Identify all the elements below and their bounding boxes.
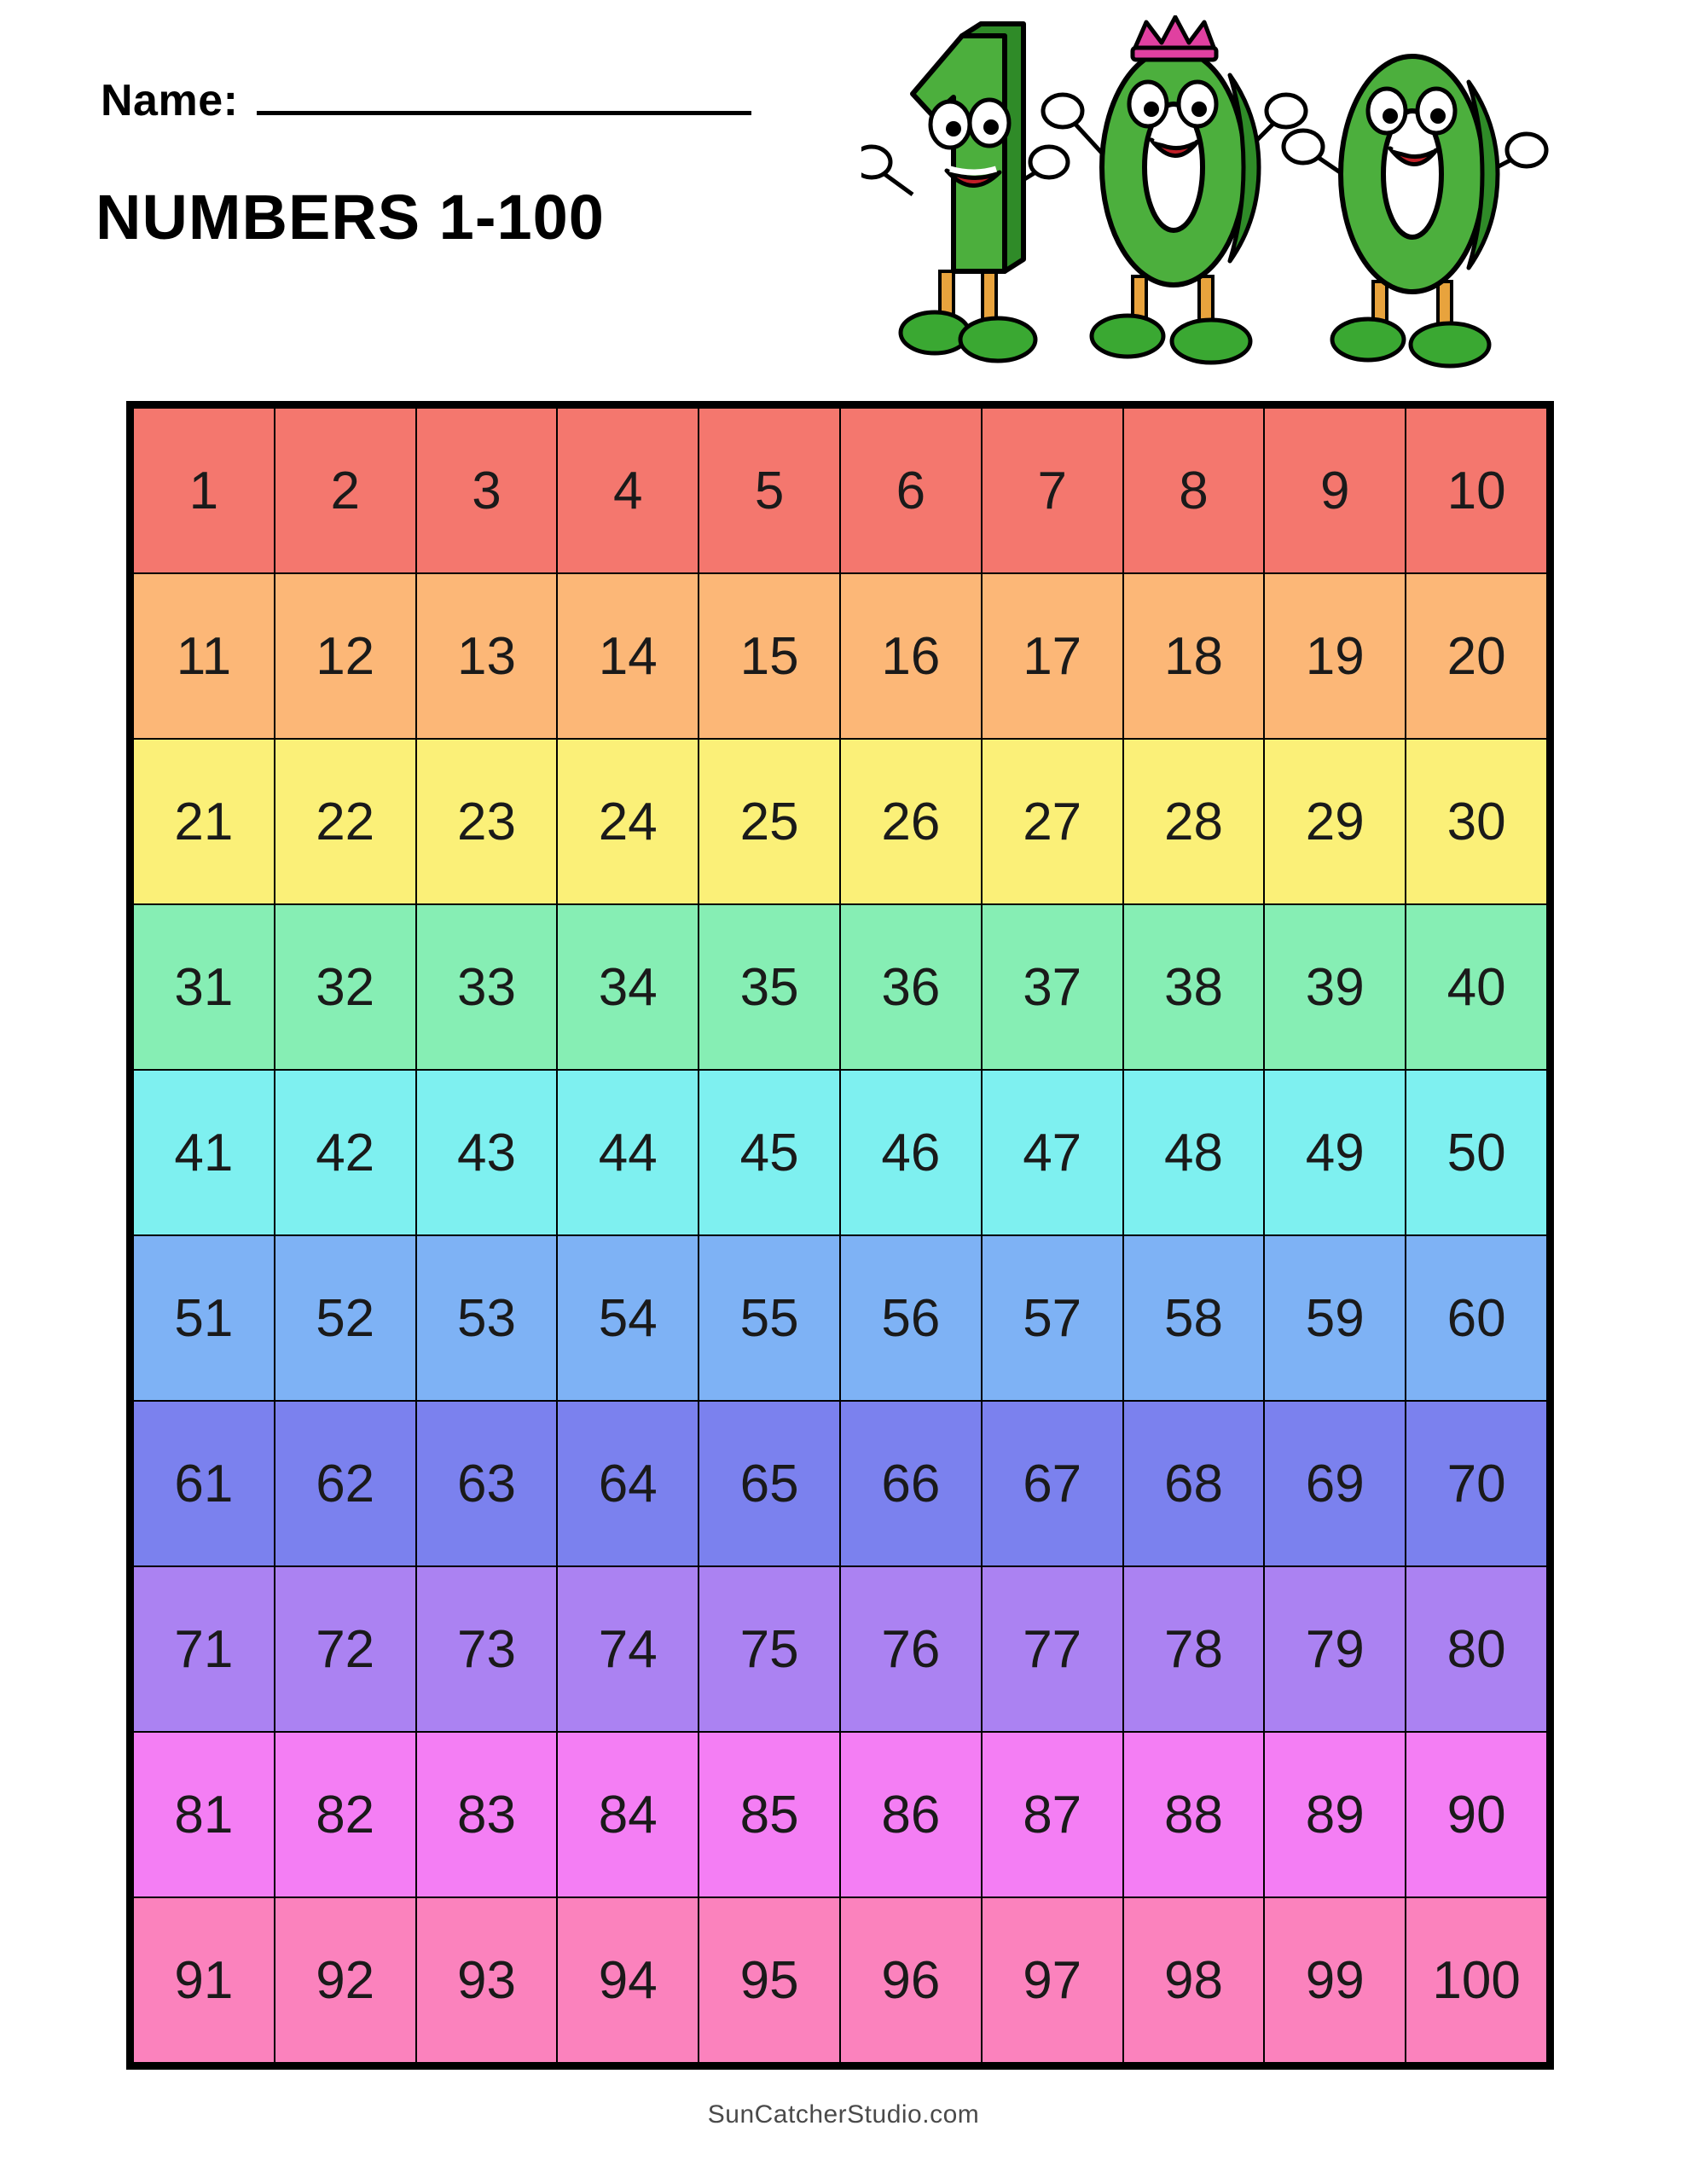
- table-row: [133, 408, 1547, 573]
- number-cell[interactable]: 26: [840, 739, 982, 904]
- number-cell[interactable]: 78: [1123, 1566, 1265, 1732]
- number-cell[interactable]: 49: [1264, 1070, 1406, 1235]
- number-cell[interactable]: 52: [275, 1235, 416, 1401]
- number-cell[interactable]: 40: [1406, 904, 1547, 1070]
- number-cell[interactable]: 31: [133, 904, 275, 1070]
- number-cell[interactable]: 68: [1123, 1401, 1265, 1566]
- number-cell[interactable]: 87: [982, 1732, 1123, 1897]
- table-row: [133, 1401, 1547, 1566]
- number-cell[interactable]: 80: [1406, 1566, 1547, 1732]
- number-cell[interactable]: 50: [1406, 1070, 1547, 1235]
- table-row: [133, 739, 1547, 904]
- number-cell[interactable]: 64: [557, 1401, 699, 1566]
- number-cell[interactable]: 37: [982, 904, 1123, 1070]
- table-row: [133, 1897, 1547, 2063]
- table-row: [133, 904, 1547, 1070]
- number-cell[interactable]: 8: [1123, 408, 1265, 573]
- number-cell[interactable]: 51: [133, 1235, 275, 1401]
- number-cell[interactable]: 3: [416, 408, 558, 573]
- number-cell[interactable]: 77: [982, 1566, 1123, 1732]
- number-cell[interactable]: 4: [557, 408, 699, 573]
- number-cell[interactable]: 83: [416, 1732, 558, 1897]
- table-row: [133, 1235, 1547, 1401]
- number-cell[interactable]: 7: [982, 408, 1123, 573]
- number-cell[interactable]: 70: [1406, 1401, 1547, 1566]
- number-cell[interactable]: 98: [1123, 1897, 1265, 2063]
- number-cell[interactable]: 46: [840, 1070, 982, 1235]
- number-cell[interactable]: 90: [1406, 1732, 1547, 1897]
- number-cell[interactable]: 33: [416, 904, 558, 1070]
- number-cell[interactable]: 12: [275, 573, 416, 739]
- number-cell[interactable]: 84: [557, 1732, 699, 1897]
- number-cell[interactable]: 96: [840, 1897, 982, 2063]
- number-cell[interactable]: 89: [1264, 1732, 1406, 1897]
- number-cell[interactable]: 69: [1264, 1401, 1406, 1566]
- name-label: Name:: [101, 76, 239, 125]
- number-cell[interactable]: 97: [982, 1897, 1123, 2063]
- number-cell[interactable]: 92: [275, 1897, 416, 2063]
- footer-credit: SunCatcherStudio.com: [707, 2100, 980, 2129]
- table-row: [133, 573, 1547, 739]
- hundreds-chart: [126, 401, 1554, 2070]
- number-cell[interactable]: 29: [1264, 739, 1406, 904]
- number-cell[interactable]: 25: [699, 739, 840, 904]
- number-cell[interactable]: 81: [133, 1732, 275, 1897]
- number-cell[interactable]: 63: [416, 1401, 558, 1566]
- number-cell[interactable]: 44: [557, 1070, 699, 1235]
- number-cell[interactable]: 94: [557, 1897, 699, 2063]
- number-cell[interactable]: 38: [1123, 904, 1265, 1070]
- number-cell[interactable]: 16: [840, 573, 982, 739]
- page-title: NUMBERS 1-100: [96, 182, 605, 253]
- number-cell[interactable]: 17: [982, 573, 1123, 739]
- number-cell[interactable]: 93: [416, 1897, 558, 2063]
- name-input-line[interactable]: [257, 107, 751, 115]
- number-cell[interactable]: 65: [699, 1401, 840, 1566]
- number-cell[interactable]: 41: [133, 1070, 275, 1235]
- number-cell[interactable]: 55: [699, 1235, 840, 1401]
- number-cell[interactable]: 5: [699, 408, 840, 573]
- number-table-body: [133, 408, 1547, 2063]
- number-cell[interactable]: 19: [1264, 573, 1406, 739]
- number-cell[interactable]: 72: [275, 1566, 416, 1732]
- number-cell[interactable]: 60: [1406, 1235, 1547, 1401]
- number-cell[interactable]: 13: [416, 573, 558, 739]
- number-cell[interactable]: 59: [1264, 1235, 1406, 1401]
- number-cell[interactable]: 9: [1264, 408, 1406, 573]
- table-row: [133, 1732, 1547, 1897]
- number-cell[interactable]: 11: [133, 573, 275, 739]
- number-cell[interactable]: 75: [699, 1566, 840, 1732]
- number-cell[interactable]: 27: [982, 739, 1123, 904]
- number-cell[interactable]: 2: [275, 408, 416, 573]
- number-cell[interactable]: 67: [982, 1401, 1123, 1566]
- number-cell[interactable]: 56: [840, 1235, 982, 1401]
- number-cell[interactable]: 100: [1406, 1897, 1547, 2063]
- number-cell[interactable]: 6: [840, 408, 982, 573]
- number-cell[interactable]: 14: [557, 573, 699, 739]
- number-cell[interactable]: 10: [1406, 408, 1547, 573]
- number-cell[interactable]: 18: [1123, 573, 1265, 739]
- name-field-row: [101, 75, 751, 126]
- number-cell[interactable]: 85: [699, 1732, 840, 1897]
- number-cell[interactable]: 48: [1123, 1070, 1265, 1235]
- number-cell[interactable]: 88: [1123, 1732, 1265, 1897]
- number-cell[interactable]: 23: [416, 739, 558, 904]
- number-cell[interactable]: 45: [699, 1070, 840, 1235]
- number-cell[interactable]: 73: [416, 1566, 558, 1732]
- number-cell[interactable]: 57: [982, 1235, 1123, 1401]
- number-cell[interactable]: 30: [1406, 739, 1547, 904]
- number-cell[interactable]: 24: [557, 739, 699, 904]
- number-cell[interactable]: 82: [275, 1732, 416, 1897]
- number-cell[interactable]: 35: [699, 904, 840, 1070]
- number-cell[interactable]: 42: [275, 1070, 416, 1235]
- number-cell[interactable]: 58: [1123, 1235, 1265, 1401]
- number-cell[interactable]: 1: [133, 408, 275, 573]
- number-cell[interactable]: 28: [1123, 739, 1265, 904]
- number-cell[interactable]: 39: [1264, 904, 1406, 1070]
- number-cell[interactable]: 43: [416, 1070, 558, 1235]
- number-table: [132, 407, 1548, 2064]
- number-cell[interactable]: 54: [557, 1235, 699, 1401]
- hundred-mascot-icon: [861, 15, 1620, 391]
- number-cell[interactable]: 21: [133, 739, 275, 904]
- worksheet-header: [0, 0, 1687, 392]
- table-row: [133, 1566, 1547, 1732]
- number-cell[interactable]: 32: [275, 904, 416, 1070]
- number-cell[interactable]: 79: [1264, 1566, 1406, 1732]
- number-cell[interactable]: 91: [133, 1897, 275, 2063]
- number-cell[interactable]: 66: [840, 1401, 982, 1566]
- number-cell[interactable]: 62: [275, 1401, 416, 1566]
- number-cell[interactable]: 99: [1264, 1897, 1406, 2063]
- number-cell[interactable]: 71: [133, 1566, 275, 1732]
- number-cell[interactable]: 76: [840, 1566, 982, 1732]
- number-cell[interactable]: 47: [982, 1070, 1123, 1235]
- number-cell[interactable]: 22: [275, 739, 416, 904]
- number-cell[interactable]: 53: [416, 1235, 558, 1401]
- table-row: [133, 1070, 1547, 1235]
- number-cell[interactable]: 20: [1406, 573, 1547, 739]
- number-cell[interactable]: 36: [840, 904, 982, 1070]
- number-cell[interactable]: 95: [699, 1897, 840, 2063]
- number-cell[interactable]: 61: [133, 1401, 275, 1566]
- number-cell[interactable]: 15: [699, 573, 840, 739]
- number-cell[interactable]: 34: [557, 904, 699, 1070]
- number-cell[interactable]: 86: [840, 1732, 982, 1897]
- number-cell[interactable]: 74: [557, 1566, 699, 1732]
